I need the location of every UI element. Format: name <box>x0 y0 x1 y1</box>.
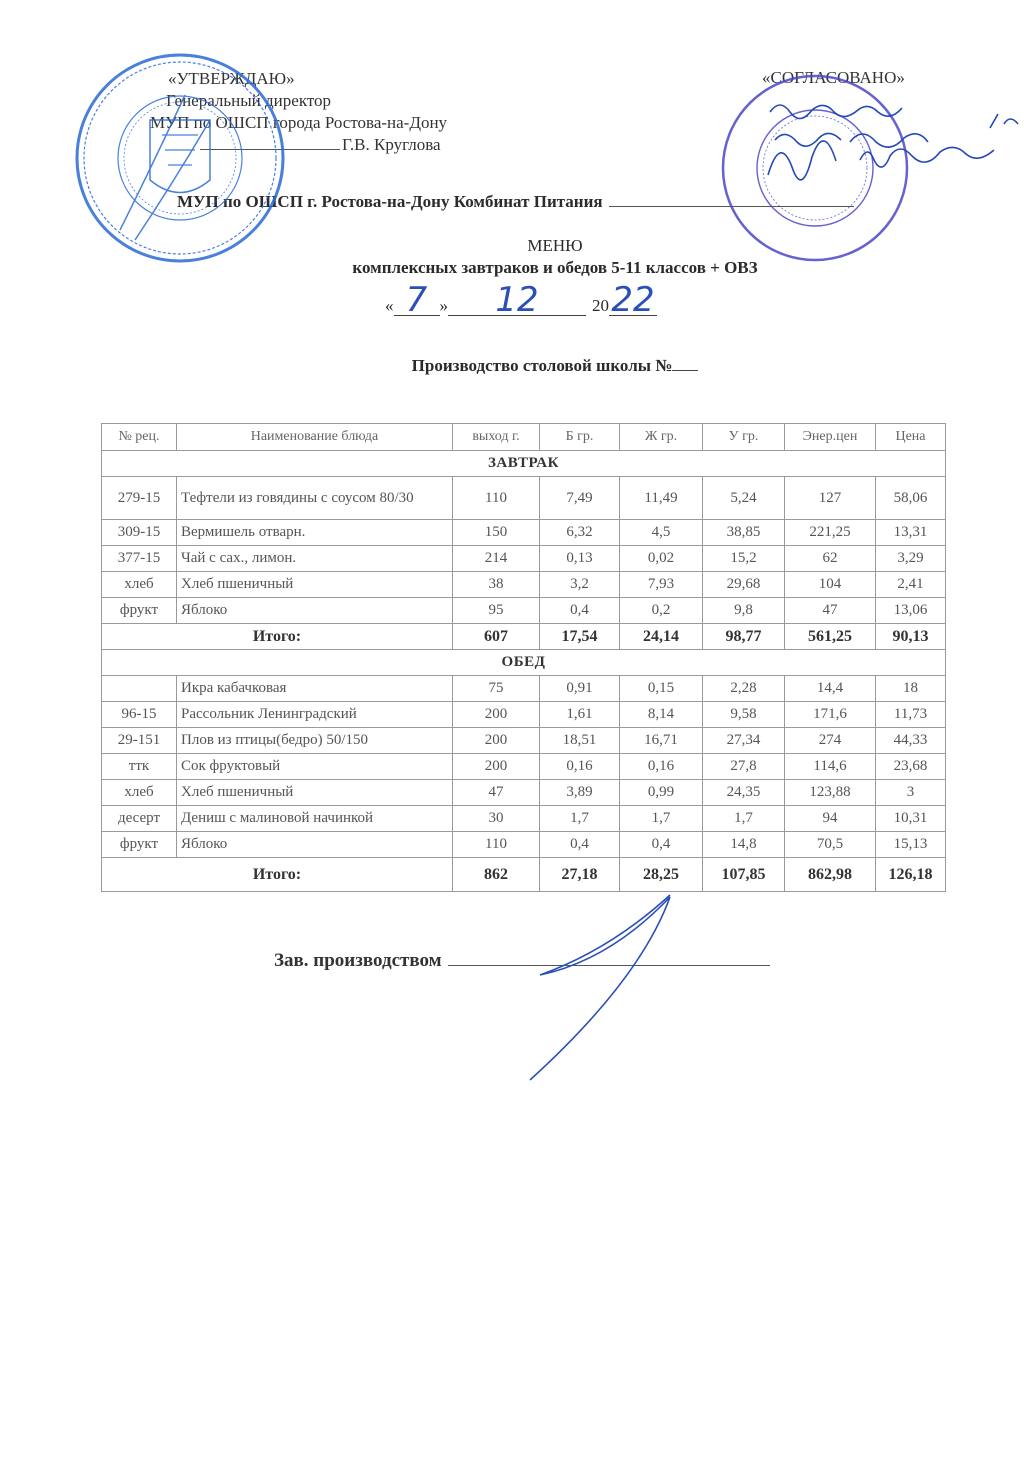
section-breakfast <box>102 451 946 477</box>
carbs: 9,58 <box>703 702 785 728</box>
recipe-code: ттк <box>102 754 177 780</box>
total-energy: 862,98 <box>785 858 876 892</box>
table-row <box>102 728 946 754</box>
organization-blank <box>609 206 854 207</box>
table-row <box>102 780 946 806</box>
agreement-heading: «СОГЛАСОВАНО» <box>762 68 905 87</box>
signature-blank <box>200 149 340 150</box>
date-month-field <box>448 280 586 320</box>
total-fat: 24,14 <box>620 624 703 650</box>
recipe-code: десерт <box>102 806 177 832</box>
signature-label: Зав. производством <box>274 950 442 971</box>
energy: 94 <box>785 806 876 832</box>
signature-blank <box>448 965 770 966</box>
approval-signatory: Г.В. Круглова <box>342 135 441 154</box>
protein: 0,16 <box>540 754 620 780</box>
table-row <box>102 754 946 780</box>
total-energy: 561,25 <box>785 624 876 650</box>
yield: 200 <box>453 728 540 754</box>
right-stamp-icon <box>723 76 907 260</box>
table-row <box>102 806 946 832</box>
recipe-code: 96-15 <box>102 702 177 728</box>
total-label: Итого: <box>102 624 453 650</box>
carbs: 1,7 <box>703 806 785 832</box>
recipe-code: 377-15 <box>102 546 177 572</box>
recipe-code: фрукт <box>102 598 177 624</box>
fat: 0,16 <box>620 754 703 780</box>
dish-name: Вермишель отварн. <box>177 520 453 546</box>
carbs: 38,85 <box>703 520 785 546</box>
protein: 0,91 <box>540 676 620 702</box>
fat: 0,99 <box>620 780 703 806</box>
table-row <box>102 572 946 598</box>
protein: 6,32 <box>540 520 620 546</box>
total-yield: 607 <box>453 624 540 650</box>
table-row <box>102 676 946 702</box>
fat: 16,71 <box>620 728 703 754</box>
date-open-quote: « <box>385 296 394 315</box>
production-label: Производство столовой школы № <box>411 356 673 375</box>
protein: 0,13 <box>540 546 620 572</box>
energy: 171,6 <box>785 702 876 728</box>
recipe-code: хлеб <box>102 780 177 806</box>
recipe-code: 309-15 <box>102 520 177 546</box>
carbs: 15,2 <box>703 546 785 572</box>
carbs: 5,24 <box>703 477 785 520</box>
yield: 200 <box>453 702 540 728</box>
fat: 1,7 <box>620 806 703 832</box>
date-year-field <box>609 280 657 320</box>
header-fat: Ж гр. <box>620 424 703 451</box>
fat: 8,14 <box>620 702 703 728</box>
energy: 123,88 <box>785 780 876 806</box>
total-protein: 27,18 <box>540 858 620 892</box>
price: 11,73 <box>876 702 946 728</box>
date-line <box>385 280 657 320</box>
energy: 14,4 <box>785 676 876 702</box>
section-label: ОБЕД <box>102 650 946 676</box>
fat: 4,5 <box>620 520 703 546</box>
date-close-quote: » <box>439 296 448 315</box>
dish-name: Рассольник Ленинградский <box>177 702 453 728</box>
yield: 95 <box>453 598 540 624</box>
dish-name: Тефтели из говядины с соусом 80/30 <box>177 477 453 520</box>
price: 13,06 <box>876 598 946 624</box>
total-label: Итого: <box>102 858 453 892</box>
organization-name: МУП по ОШСП г. Ростова-на-Дону Комбинат Питания <box>177 192 603 211</box>
carbs: 2,28 <box>703 676 785 702</box>
header-yield: выход г. <box>453 424 540 451</box>
table-row <box>102 598 946 624</box>
price: 10,31 <box>876 806 946 832</box>
energy: 274 <box>785 728 876 754</box>
yield: 150 <box>453 520 540 546</box>
total-yield: 862 <box>453 858 540 892</box>
total-carbs: 98,77 <box>703 624 785 650</box>
carbs: 29,68 <box>703 572 785 598</box>
dish-name: Плов из птицы(бедро) 50/150 <box>177 728 453 754</box>
recipe-code <box>102 676 177 702</box>
yield: 200 <box>453 754 540 780</box>
dish-name: Чай с сах., лимон. <box>177 546 453 572</box>
dish-name: Яблоко <box>177 598 453 624</box>
document-subtitle: комплексных завтраков и обедов 5-11 классов + ОВЗ <box>352 258 758 277</box>
handwritten-agreement-icon <box>768 105 1018 180</box>
protein: 3,89 <box>540 780 620 806</box>
fat: 0,15 <box>620 676 703 702</box>
fat: 11,49 <box>620 477 703 520</box>
recipe-code: хлеб <box>102 572 177 598</box>
protein: 1,61 <box>540 702 620 728</box>
dish-name: Сок фруктовый <box>177 754 453 780</box>
header-recipe-no: № рец. <box>102 424 177 451</box>
fat: 0,02 <box>620 546 703 572</box>
yield: 47 <box>453 780 540 806</box>
energy: 221,25 <box>785 520 876 546</box>
price: 15,13 <box>876 832 946 858</box>
energy: 70,5 <box>785 832 876 858</box>
fat: 0,4 <box>620 832 703 858</box>
document-title: МЕНЮ <box>527 236 583 255</box>
carbs: 14,8 <box>703 832 785 858</box>
price: 13,31 <box>876 520 946 546</box>
price: 3 <box>876 780 946 806</box>
yield: 214 <box>453 546 540 572</box>
table-row <box>102 832 946 858</box>
price: 2,41 <box>876 572 946 598</box>
approval-position: Генеральный директор <box>166 91 332 110</box>
recipe-code: 279-15 <box>102 477 177 520</box>
total-price: 90,13 <box>876 624 946 650</box>
dish-name: Яблоко <box>177 832 453 858</box>
energy: 127 <box>785 477 876 520</box>
carbs: 24,35 <box>703 780 785 806</box>
production-signature-icon <box>530 895 670 1080</box>
dish-name: Хлеб пшеничный <box>177 780 453 806</box>
yield: 38 <box>453 572 540 598</box>
protein: 0,4 <box>540 832 620 858</box>
date-day-field <box>394 280 440 320</box>
total-carbs: 107,85 <box>703 858 785 892</box>
protein: 3,2 <box>540 572 620 598</box>
breakfast-total-row <box>102 624 946 650</box>
production-line <box>0 356 1024 376</box>
header-protein: Б гр. <box>540 424 620 451</box>
date-month: 12 <box>495 280 539 320</box>
protein: 7,49 <box>540 477 620 520</box>
header-energy: Энер.цен <box>785 424 876 451</box>
total-protein: 17,54 <box>540 624 620 650</box>
table-header-row <box>102 424 946 451</box>
recipe-code: фрукт <box>102 832 177 858</box>
recipe-code: 29-151 <box>102 728 177 754</box>
total-price: 126,18 <box>876 858 946 892</box>
table-row <box>102 546 946 572</box>
price: 18 <box>876 676 946 702</box>
approval-heading: «УТВЕРЖДАЮ» <box>168 69 295 88</box>
fat: 7,93 <box>620 572 703 598</box>
price: 44,33 <box>876 728 946 754</box>
menu-table <box>101 423 946 892</box>
carbs: 27,8 <box>703 754 785 780</box>
section-lunch <box>102 650 946 676</box>
dish-name: Хлеб пшеничный <box>177 572 453 598</box>
header-carbs: У гр. <box>703 424 785 451</box>
dish-name: Дениш с малиновой начинкой <box>177 806 453 832</box>
table-row <box>102 702 946 728</box>
date-day: 7 <box>405 280 428 320</box>
price: 23,68 <box>876 754 946 780</box>
production-manager-signature-line <box>274 950 770 972</box>
date-year-suffix: 22 <box>611 280 655 320</box>
approval-organization: МУП по ОШСП города Ростова-на-Дону <box>150 113 448 132</box>
approval-signatory-line <box>200 134 447 156</box>
carbs: 9,8 <box>703 598 785 624</box>
yield: 110 <box>453 832 540 858</box>
section-label: ЗАВТРАК <box>102 451 946 477</box>
energy: 47 <box>785 598 876 624</box>
yield: 75 <box>453 676 540 702</box>
yield: 110 <box>453 477 540 520</box>
table-row <box>102 520 946 546</box>
price: 3,29 <box>876 546 946 572</box>
school-number-blank <box>672 370 698 371</box>
energy: 62 <box>785 546 876 572</box>
fat: 0,2 <box>620 598 703 624</box>
yield: 30 <box>453 806 540 832</box>
dish-name: Икра кабачковая <box>177 676 453 702</box>
lunch-total-row <box>102 858 946 892</box>
date-year-prefix: 20 <box>592 296 609 315</box>
header-price: Цена <box>876 424 946 451</box>
approval-block <box>150 68 448 156</box>
price: 58,06 <box>876 477 946 520</box>
organization-line <box>177 192 854 212</box>
protein: 18,51 <box>540 728 620 754</box>
protein: 1,7 <box>540 806 620 832</box>
table-row <box>102 477 946 520</box>
protein: 0,4 <box>540 598 620 624</box>
energy: 114,6 <box>785 754 876 780</box>
carbs: 27,34 <box>703 728 785 754</box>
header-dish-name: Наименование блюда <box>177 424 453 451</box>
energy: 104 <box>785 572 876 598</box>
total-fat: 28,25 <box>620 858 703 892</box>
